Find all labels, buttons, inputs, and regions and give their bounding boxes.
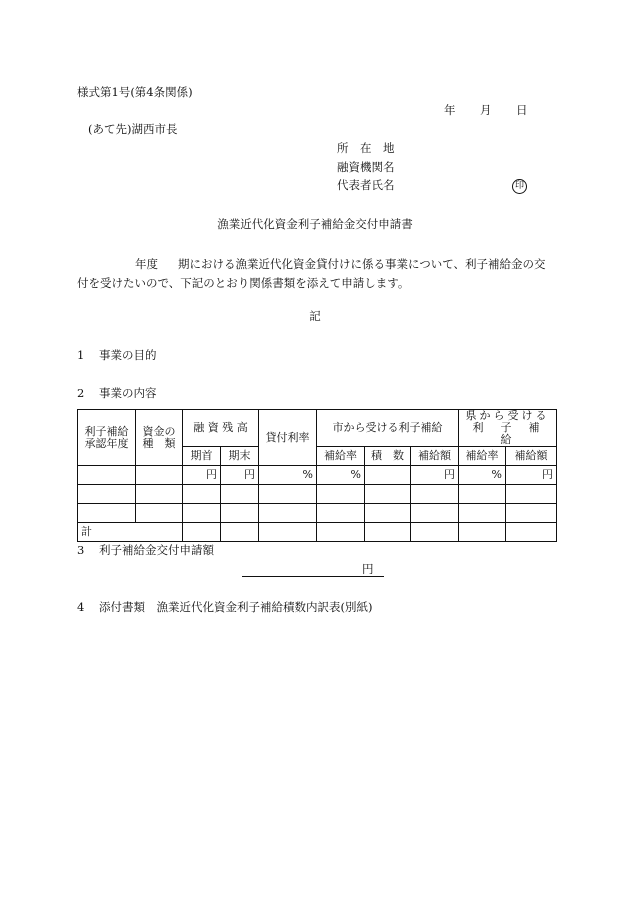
table-cell[interactable]: [365, 523, 411, 542]
table-cell[interactable]: [411, 504, 459, 523]
section-label: 利子補給金交付申請額: [99, 543, 214, 557]
header-city-amount: 補給額: [411, 447, 459, 466]
total-label: 計: [78, 523, 183, 542]
table-cell[interactable]: [365, 485, 411, 504]
section-number: 3: [77, 543, 85, 557]
address-label: 所 在 地: [337, 141, 395, 155]
seal-mark: 印: [512, 179, 527, 194]
date-day: 日: [516, 103, 528, 117]
body-nendo: 年度: [135, 257, 158, 271]
representative-label: 代表者氏名: [337, 178, 395, 192]
section-number: 4: [77, 600, 85, 614]
ki-heading: 記: [309, 309, 321, 323]
header-period-start: 期首: [183, 447, 221, 466]
table-total-row: [78, 523, 557, 542]
header-fund-type: 資金の 種 類: [136, 410, 183, 466]
institution-label: 融資機関名: [337, 160, 395, 174]
section-label: 添付書類 漁業近代化資金利子補給積数内訳表(別紙): [99, 600, 373, 614]
section-label: 事業の内容: [99, 386, 157, 400]
form-number: 様式第1号(第4条関係): [77, 85, 193, 99]
section-attachments: [77, 602, 372, 614]
unit-yen[interactable]: 円: [506, 466, 557, 485]
table-cell[interactable]: [136, 466, 183, 485]
date-line: [444, 105, 528, 117]
body-paragraph: [77, 255, 555, 293]
header-city-sum: 積 数: [365, 447, 411, 466]
table-cell[interactable]: [506, 504, 557, 523]
document-title: 漁業近代化資金利子補給金交付申請書: [217, 217, 413, 231]
section-label: 事業の目的: [99, 348, 157, 362]
section-number: 2: [77, 386, 85, 400]
table-cell[interactable]: [317, 504, 365, 523]
table-cell[interactable]: [136, 485, 183, 504]
table-cell[interactable]: [78, 504, 136, 523]
unit-yen[interactable]: 円: [411, 466, 459, 485]
unit-percent[interactable]: %: [317, 466, 365, 485]
table-cell[interactable]: [221, 523, 259, 542]
table-cell[interactable]: [78, 485, 136, 504]
table-cell[interactable]: [411, 485, 459, 504]
date-month: 月: [480, 103, 492, 117]
table-cell[interactable]: [183, 485, 221, 504]
table-header-row: [78, 410, 557, 447]
table-cell[interactable]: [78, 466, 136, 485]
table-cell[interactable]: [221, 504, 259, 523]
header-interest-rate: 貸付利率: [259, 410, 317, 466]
section-content: [77, 388, 157, 400]
table-cell[interactable]: [506, 523, 557, 542]
table-cell[interactable]: [259, 504, 317, 523]
section-purpose: [77, 350, 157, 362]
table-cell[interactable]: [506, 485, 557, 504]
table-cell[interactable]: [259, 485, 317, 504]
header-pref-subsidy: 県から受ける 利 子 補 給: [459, 410, 557, 447]
table-cell[interactable]: [317, 523, 365, 542]
table-cell[interactable]: [365, 504, 411, 523]
table-cell[interactable]: [221, 485, 259, 504]
unit-yen[interactable]: 円: [183, 466, 221, 485]
header-loan-balance: 融 資 残 高: [183, 410, 259, 447]
unit-yen[interactable]: 円: [221, 466, 259, 485]
table-cell[interactable]: [183, 504, 221, 523]
table-row: [78, 485, 557, 504]
table-cell[interactable]: [259, 523, 317, 542]
unit-percent[interactable]: %: [459, 466, 506, 485]
table-cell[interactable]: [411, 523, 459, 542]
table-row: [78, 504, 557, 523]
table-cell[interactable]: [317, 485, 365, 504]
table-cell[interactable]: [459, 504, 506, 523]
header-city-subsidy: 市から受ける利子補給: [317, 410, 459, 447]
unit-percent[interactable]: %: [259, 466, 317, 485]
date-year: 年: [444, 103, 456, 117]
table-cell[interactable]: [136, 504, 183, 523]
table-cell[interactable]: [459, 523, 506, 542]
body-ki-text: 期における漁業近代化資金貸付けに係る事業について、利子補給金の交付を受けたいので、下記のとおり関係書類を添えて申請します。: [77, 257, 546, 290]
project-detail-table: [77, 409, 557, 542]
table-cell[interactable]: [459, 485, 506, 504]
header-pref-amount: 補給額: [506, 447, 557, 466]
header-period-end: 期末: [221, 447, 259, 466]
table-cell[interactable]: [183, 523, 221, 542]
header-pref-rate: 補給率: [459, 447, 506, 466]
section-number: 1: [77, 348, 85, 362]
header-approval-year: 利子補給 承認年度: [78, 410, 136, 466]
addressee: (あて先)湖西市長: [88, 122, 178, 136]
header-city-rate: 補給率: [317, 447, 365, 466]
table-row: [78, 466, 557, 485]
amount-unit: 円: [362, 562, 374, 576]
section-amount: [77, 545, 214, 557]
table-cell[interactable]: [365, 466, 411, 485]
